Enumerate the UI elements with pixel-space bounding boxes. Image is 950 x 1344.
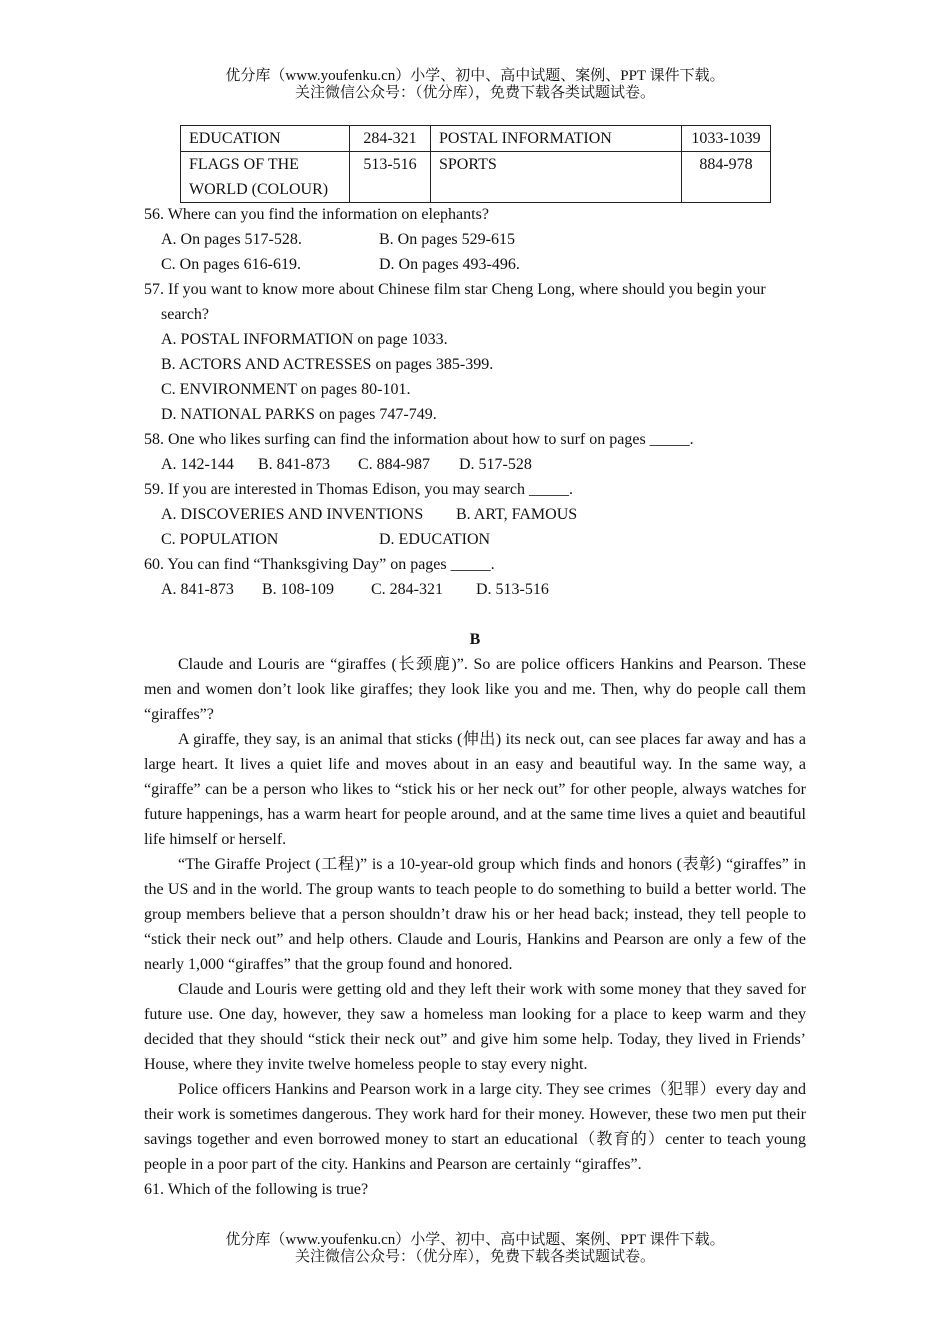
question-58-stem: 58. One who likes surfing can find the information about how to surf on pages _____. — [144, 431, 694, 448]
option-c: C. On pages 616-619. — [161, 256, 301, 273]
option-d: D. On pages 493-496. — [379, 256, 520, 273]
header-line-2: 关注微信公众号：（优分库），免费下载各类试题试卷。 — [294, 85, 655, 101]
table-cell: SPORTS — [431, 152, 682, 203]
option-c: C. 884-987 — [358, 456, 430, 473]
question-56-options-row-1 — [144, 227, 806, 252]
table-cell: POSTAL INFORMATION — [431, 126, 682, 152]
cell-line: FLAGS OF THE — [189, 156, 299, 173]
spacer — [144, 602, 806, 627]
question-60-stem: 60. You can find “Thanksgiving Day” on pages _____. — [144, 556, 495, 573]
footer-line-2: 关注微信公众号：（优分库），免费下载各类试题试卷。 — [294, 1249, 655, 1265]
question-56-options-row-2 — [144, 252, 806, 277]
index-table — [180, 125, 771, 203]
cell-line: WORLD (COLOUR) — [189, 181, 329, 198]
question-59-stem: 59. If you are interested in Thomas Edison, you may search _____. — [144, 481, 573, 498]
option-a: A. DISCOVERIES AND INVENTIONS — [161, 506, 424, 523]
option-a: A. 841-873 — [161, 581, 234, 598]
table-row — [181, 126, 771, 152]
option-d: D. NATIONAL PARKS on pages 747-749. — [161, 406, 437, 423]
question-61-stem: 61. Which of the following is true? — [144, 1181, 369, 1198]
passage-paragraph-2: A giraffe, they say, is an animal that sticks (伸出) its neck out, can see places far away and has a large heart. It lives a quiet life and moves about in an easy and beautiful way. In the same way, a “giraffe” can be a person who likes to “stick his or her neck out” for other people, always watches for future happenings, has a warm heart for people around, and at the same time lives a quiet and beautiful life himself or herself. — [144, 731, 806, 848]
passage-paragraph-3: “The Giraffe Project (工程)” is a 10-year-old group which finds and honors (表彰) “giraffes” in the US and in the world. The group wants to teach people to do something to build a better world. The group members believe that a person shouldn’t draw his or her head back; instead, they tell people to “stick their neck out” and help others. Claude and Louris, Hankins and Pearson are only a few of the nearly 1,000 “giraffes” that the group found and honored. — [144, 856, 806, 973]
option-c: C. POPULATION — [161, 531, 279, 548]
question-59-options-row-2 — [144, 527, 806, 552]
option-a: A. On pages 517-528. — [161, 231, 302, 248]
table-cell: 884-978 — [682, 152, 771, 203]
table-cell: EDUCATION — [181, 126, 350, 152]
option-b: B. ACTORS AND ACTRESSES on pages 385-399. — [161, 356, 494, 373]
table-cell: 284-321 — [350, 126, 431, 152]
question-57-stem: 57. If you want to know more about Chinese film star Cheng Long, where should you begin your — [144, 281, 766, 298]
table-cell — [181, 152, 350, 203]
option-b: B. On pages 529-615 — [379, 231, 515, 248]
option-d: D. 513-516 — [476, 581, 549, 598]
option-b: B. ART, FAMOUS — [456, 506, 578, 523]
table-cell: 1033-1039 — [682, 126, 771, 152]
option-c: C. 284-321 — [371, 581, 443, 598]
question-56-stem: 56. Where can you find the information on elephants? — [144, 206, 489, 223]
section-title: B — [469, 631, 481, 648]
option-a: A. POSTAL INFORMATION on page 1033. — [161, 331, 448, 348]
passage-paragraph-4: Claude and Louris were getting old and they left their work with some money that they saved for future use. One day, however, they saw a homeless man looking for a place to keep warm and they decided that they should “stick their neck out” and give him some help. Today, they lived in Friends’ House, where they invite twelve homeless people to stay every night. — [144, 981, 806, 1073]
option-b: B. 108-109 — [262, 581, 334, 598]
question-60-options — [144, 577, 806, 602]
table-row — [181, 152, 771, 203]
page-header — [0, 68, 950, 102]
question-58-options — [144, 452, 806, 477]
question-59-options-row-1 — [144, 502, 806, 527]
question-57-stem-continued: search? — [161, 306, 209, 323]
option-b: B. 841-873 — [258, 456, 330, 473]
passage-paragraph-1: Claude and Louris are “giraffes (长颈鹿)”. So are police officers Hankins and Pearson. These men and women don’t look like giraffes; they look like you and me. Then, why do people call them “giraffes”? — [144, 656, 806, 723]
option-d: D. 517-528 — [459, 456, 532, 473]
page-footer — [0, 1232, 950, 1266]
table-cell: 513-516 — [350, 152, 431, 203]
passage-paragraph-5: Police officers Hankins and Pearson work in a large city. They see crimes（犯罪）every day and their work is sometimes dangerous. They work hard for their money. However, these two men put their savings together and even borrowed money to start an educational（教育的）center to teach young people in a poor part of the city. Hankins and Pearson are certainly “giraffes”. — [144, 1081, 806, 1173]
header-line-1: 优分库（www.youfenku.cn）小学、初中、高中试题、案例、PPT 课件下载。 — [225, 68, 725, 84]
option-a: A. 142-144 — [161, 456, 234, 473]
page-content — [144, 202, 806, 1202]
footer-line-1: 优分库（www.youfenku.cn）小学、初中、高中试题、案例、PPT 课件下载。 — [225, 1232, 725, 1248]
option-d: D. EDUCATION — [379, 531, 491, 548]
option-c: C. ENVIRONMENT on pages 80-101. — [161, 381, 411, 398]
